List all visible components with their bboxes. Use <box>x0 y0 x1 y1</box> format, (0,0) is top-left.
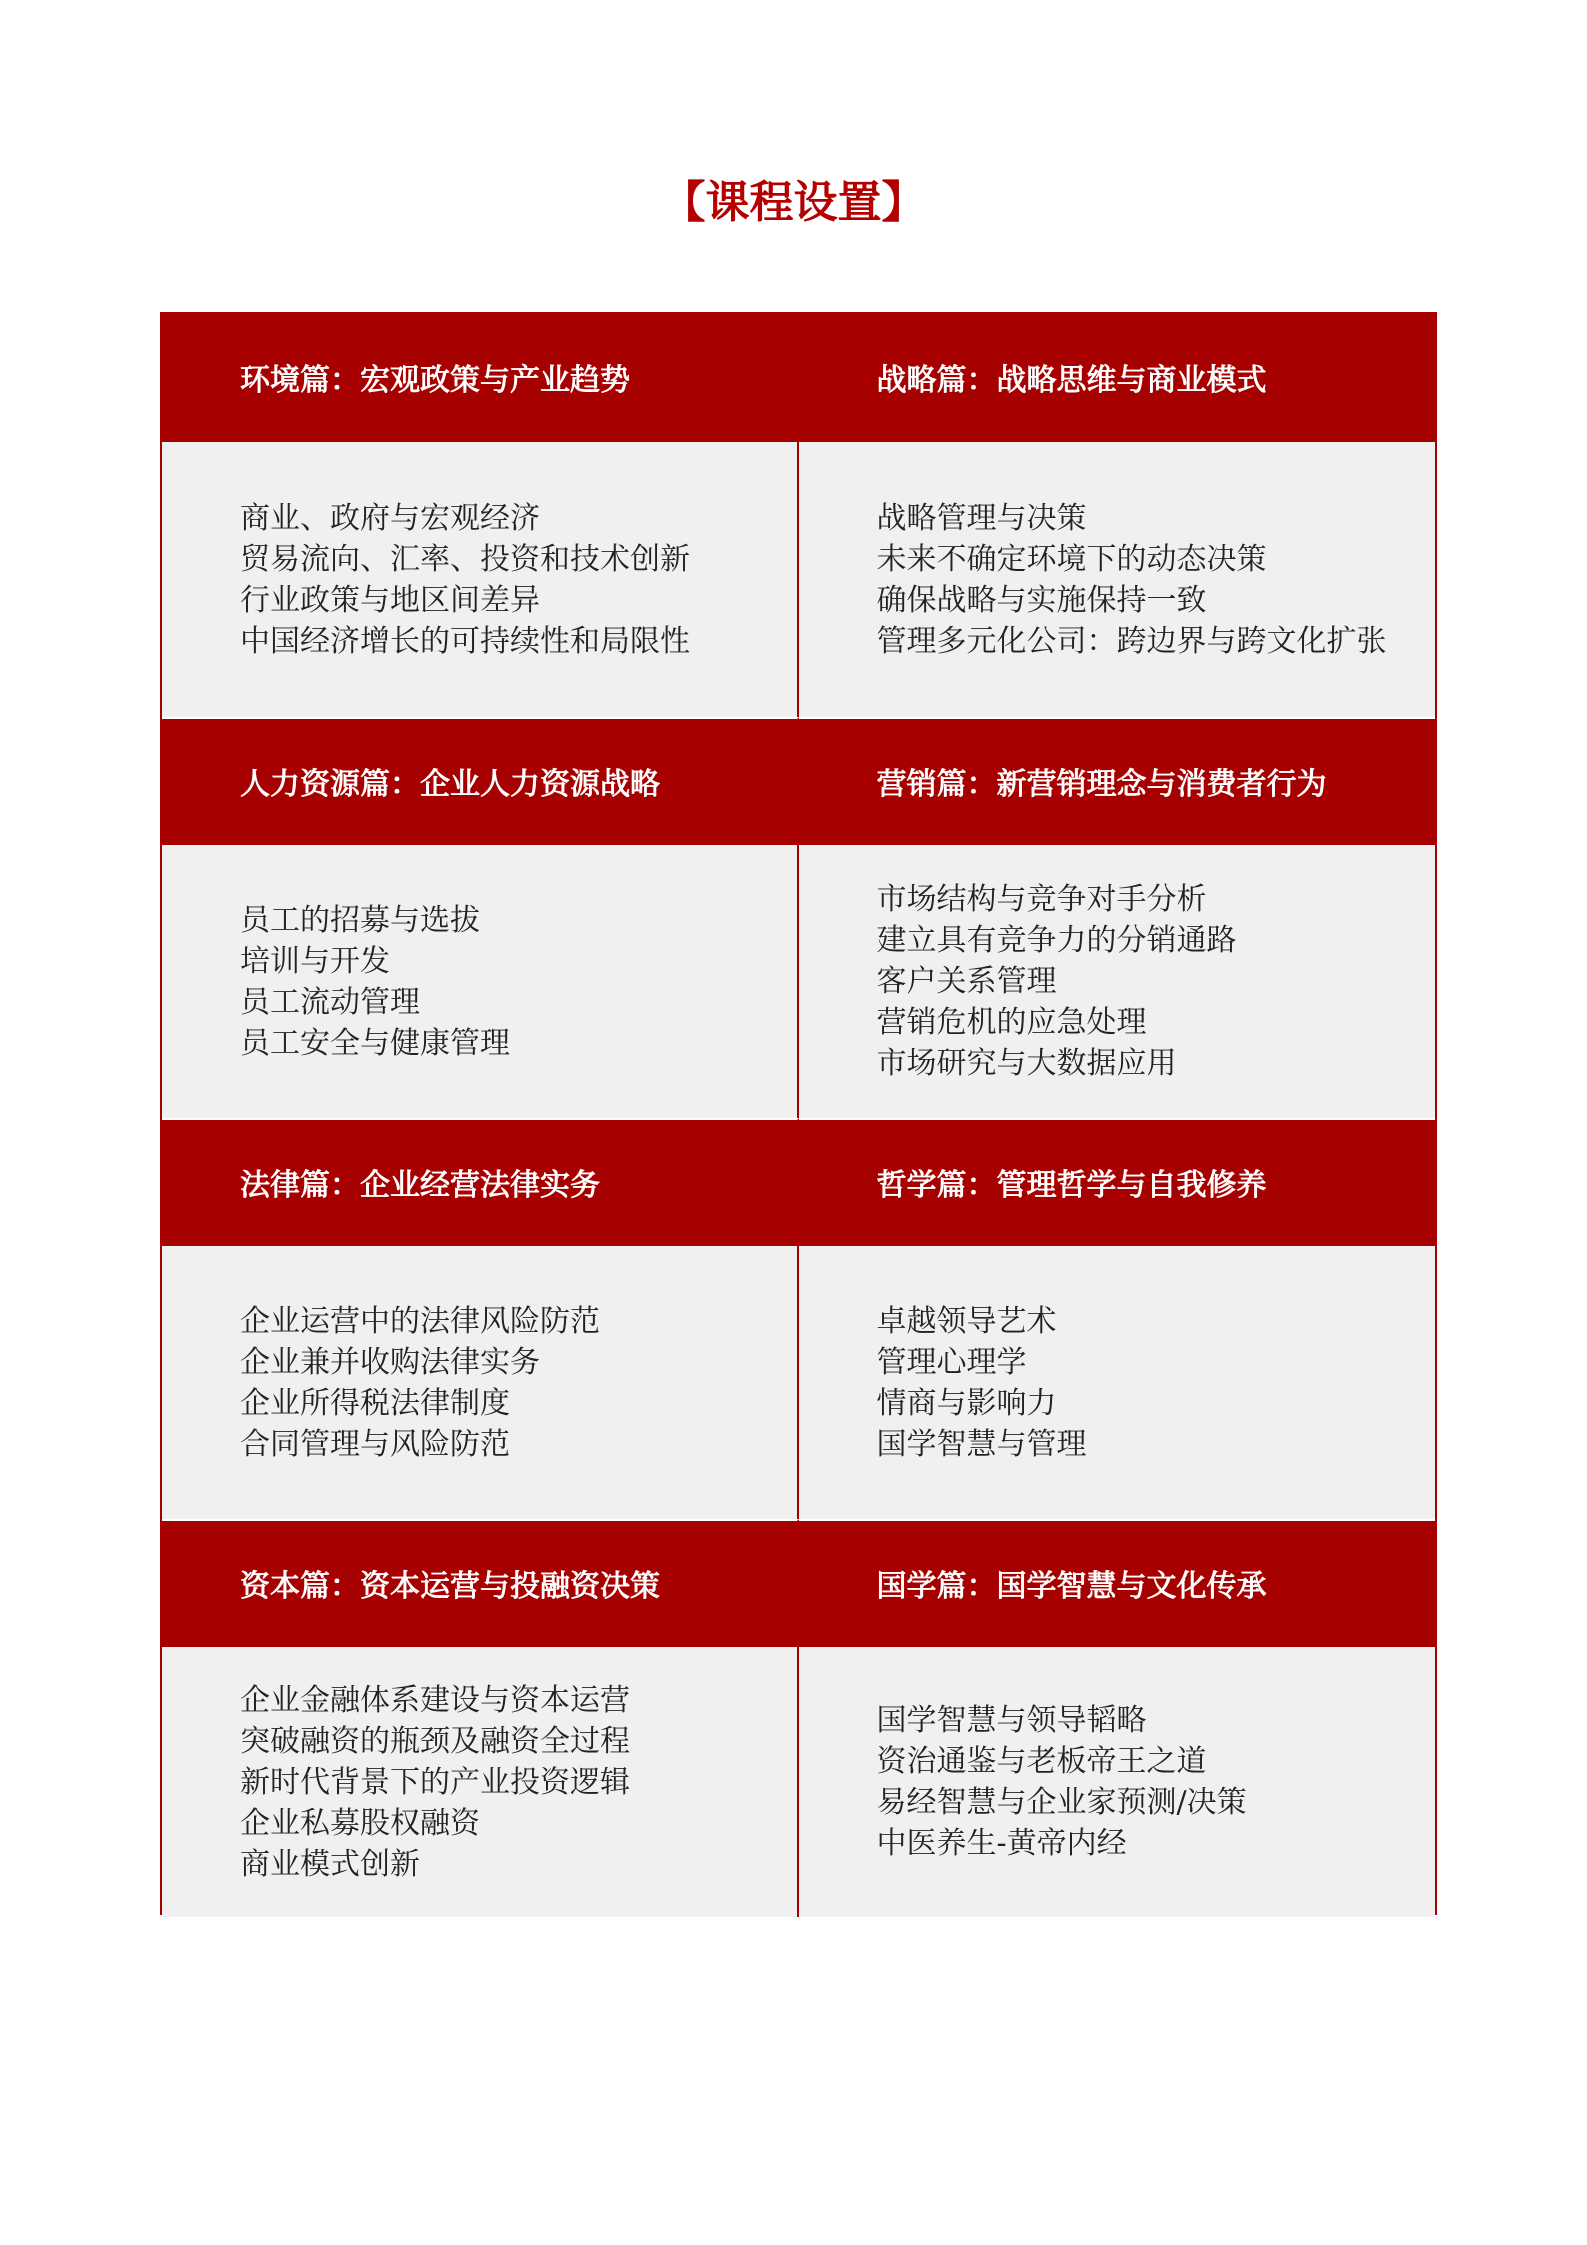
list-item: 未来不确定环境下的动态决策 <box>876 541 1267 577</box>
section-body-marketing <box>799 843 1436 1118</box>
list-item: 企业所得税法律制度 <box>240 1385 510 1421</box>
list-item: 企业兼并收购法律实务 <box>240 1344 540 1380</box>
list-item: 资治通鉴与老板帝王之道 <box>876 1744 1207 1779</box>
list-item: 国学智慧与领导韬略 <box>876 1703 1147 1738</box>
list-item: 商业、政府与宏观经济 <box>240 500 540 536</box>
section-header-sinology: 国学篇：国学智慧与文化传承 <box>799 1519 1436 1645</box>
list-item: 企业运营中的法律风险防范 <box>240 1303 600 1339</box>
section-header-philosophy: 哲学篇：管理哲学与自我修养 <box>799 1118 1436 1244</box>
section-body-sinology <box>799 1645 1436 1917</box>
section-header-strategy: 战略篇：战略思维与商业模式 <box>799 314 1436 440</box>
list-item: 建立具有竞争力的分销通路 <box>876 923 1237 958</box>
list-item: 市场结构与竞争对手分析 <box>876 882 1207 917</box>
list-item: 营销危机的应急处理 <box>876 1005 1147 1040</box>
section-body-hr <box>162 843 799 1118</box>
list-item: 企业私募股权融资 <box>240 1805 480 1841</box>
section-header-environment: 环境篇：宏观政策与产业趋势 <box>162 314 799 440</box>
list-item: 员工的招募与选拔 <box>240 902 480 938</box>
list-item: 卓越领导艺术 <box>876 1303 1057 1339</box>
list-item: 突破融资的瓶颈及融资全过程 <box>240 1723 630 1759</box>
section-header-capital: 资本篇：资本运营与投融资决策 <box>162 1519 799 1645</box>
list-item: 管理心理学 <box>876 1344 1027 1380</box>
list-item: 客户关系管理 <box>876 964 1057 999</box>
list-item: 新时代背景下的产业投资逻辑 <box>240 1764 630 1800</box>
section-body-law <box>162 1244 799 1519</box>
list-item: 管理多元化公司：跨边界与跨文化扩张 <box>876 623 1387 659</box>
list-item: 中国经济增长的可持续性和局限性 <box>240 623 690 659</box>
section-body-environment <box>162 440 799 717</box>
list-item: 中医养生-黄帝内经 <box>876 1826 1127 1861</box>
list-item: 行业政策与地区间差异 <box>240 582 540 618</box>
list-item: 员工安全与健康管理 <box>240 1025 510 1061</box>
section-header-marketing: 营销篇：新营销理念与消费者行为 <box>799 717 1436 843</box>
list-item: 贸易流向、汇率、投资和技术创新 <box>240 541 690 577</box>
list-item: 员工流动管理 <box>240 984 420 1020</box>
section-header-law: 法律篇：企业经营法律实务 <box>162 1118 799 1244</box>
list-item: 市场研究与大数据应用 <box>876 1046 1177 1081</box>
list-item: 战略管理与决策 <box>876 500 1087 536</box>
list-item: 情商与影响力 <box>876 1385 1057 1421</box>
section-header-hr: 人力资源篇：企业人力资源战略 <box>162 717 799 843</box>
list-item: 企业金融体系建设与资本运营 <box>240 1682 630 1718</box>
list-item: 培训与开发 <box>240 943 390 979</box>
section-body-philosophy <box>799 1244 1436 1519</box>
list-item: 易经智慧与企业家预测/决策 <box>876 1785 1247 1820</box>
section-body-capital <box>162 1645 799 1917</box>
course-grid <box>160 312 1437 1915</box>
section-body-strategy <box>799 440 1436 717</box>
list-item: 确保战略与实施保持一致 <box>876 582 1207 618</box>
list-item: 合同管理与风险防范 <box>240 1426 510 1462</box>
list-item: 国学智慧与管理 <box>876 1426 1087 1462</box>
page-title: 【课程设置】 <box>661 177 926 228</box>
list-item: 商业模式创新 <box>240 1846 420 1882</box>
